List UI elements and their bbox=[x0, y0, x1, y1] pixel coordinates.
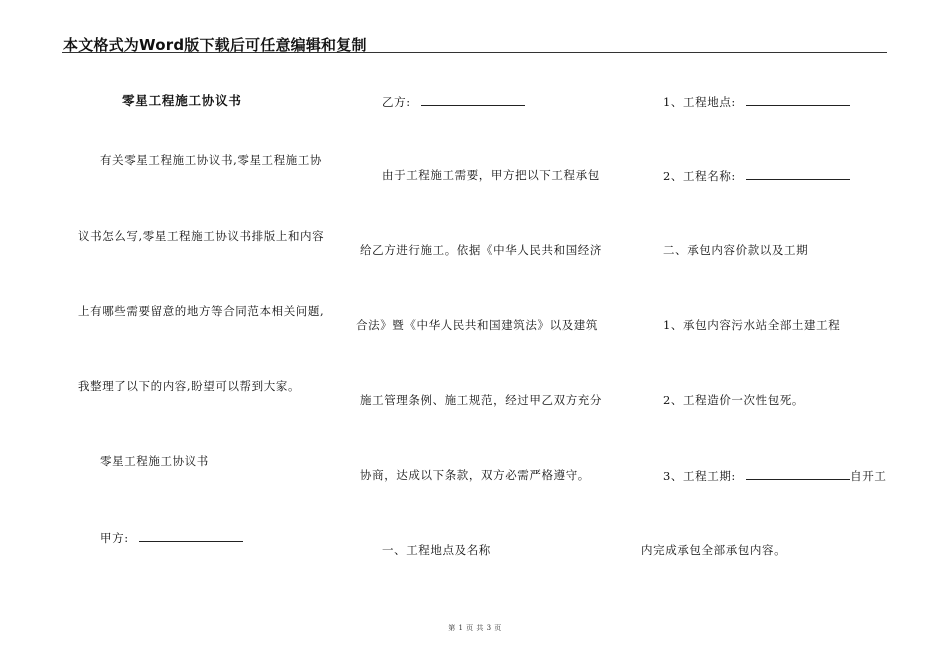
party-a-field bbox=[100, 530, 243, 545]
party-b-field bbox=[382, 94, 525, 109]
body-line-3: 合法》暨《中华人民共和国建筑法》以及建筑 bbox=[356, 318, 598, 332]
project-name-label: 2、工程名称: bbox=[663, 169, 736, 183]
construction-period-label: 3、工程工期: bbox=[663, 469, 736, 483]
document-title: 零星工程施工协议书 bbox=[122, 93, 242, 108]
section-1-heading: 一、工程地点及名称 bbox=[382, 543, 491, 557]
construction-period-field bbox=[663, 468, 886, 483]
section-2-heading: 二、承包内容价款以及工期 bbox=[663, 243, 809, 257]
construction-period-continued: 内完成承包全部承包内容。 bbox=[641, 543, 787, 557]
party-b-label: 乙方: bbox=[382, 95, 411, 109]
header-divider bbox=[62, 52, 887, 53]
body-line-4: 施工管理条例、施工规范，经过甲乙双方充分 bbox=[360, 393, 602, 407]
contract-scope-item: 1、承包内容污水站全部土建工程 bbox=[663, 318, 841, 332]
intro-line-4: 我整理了以下的内容,盼望可以帮到大家。 bbox=[78, 379, 301, 393]
page-number-footer: 第 1 页 共 3 页 bbox=[448, 624, 502, 632]
header-title: 本文格式为Word版下载后可任意编辑和复制 bbox=[63, 36, 367, 54]
project-location-label: 1、工程地点: bbox=[663, 95, 736, 109]
project-name-field bbox=[663, 168, 850, 183]
project-location-field bbox=[663, 94, 850, 109]
construction-period-blank bbox=[746, 468, 850, 480]
intro-line-3: 上有哪些需要留意的地方等合同范本相关问题, bbox=[78, 304, 325, 318]
body-line-5: 协商，达成以下条款，双方必需严格遵守。 bbox=[360, 468, 590, 482]
party-a-label: 甲方: bbox=[100, 531, 129, 545]
body-line-1: 由于工程施工需要，甲方把以下工程承包 bbox=[382, 168, 600, 182]
intro-line-1: 有关零星工程施工协议书,零星工程施工协 bbox=[100, 153, 323, 167]
intro-line-2: 议书怎么写,零星工程施工协议书排版上和内容 bbox=[78, 229, 325, 243]
construction-period-suffix: 自开工 bbox=[850, 469, 887, 483]
party-b-blank bbox=[421, 94, 525, 106]
agreement-subtitle: 零星工程施工协议书 bbox=[100, 454, 209, 468]
project-location-blank bbox=[746, 94, 850, 106]
party-a-blank bbox=[139, 530, 243, 542]
body-line-2: 给乙方进行施工。依据《中华人民共和国经济 bbox=[360, 243, 602, 257]
contract-price-item: 2、工程造价一次性包死。 bbox=[663, 393, 805, 407]
project-name-blank bbox=[746, 168, 850, 180]
